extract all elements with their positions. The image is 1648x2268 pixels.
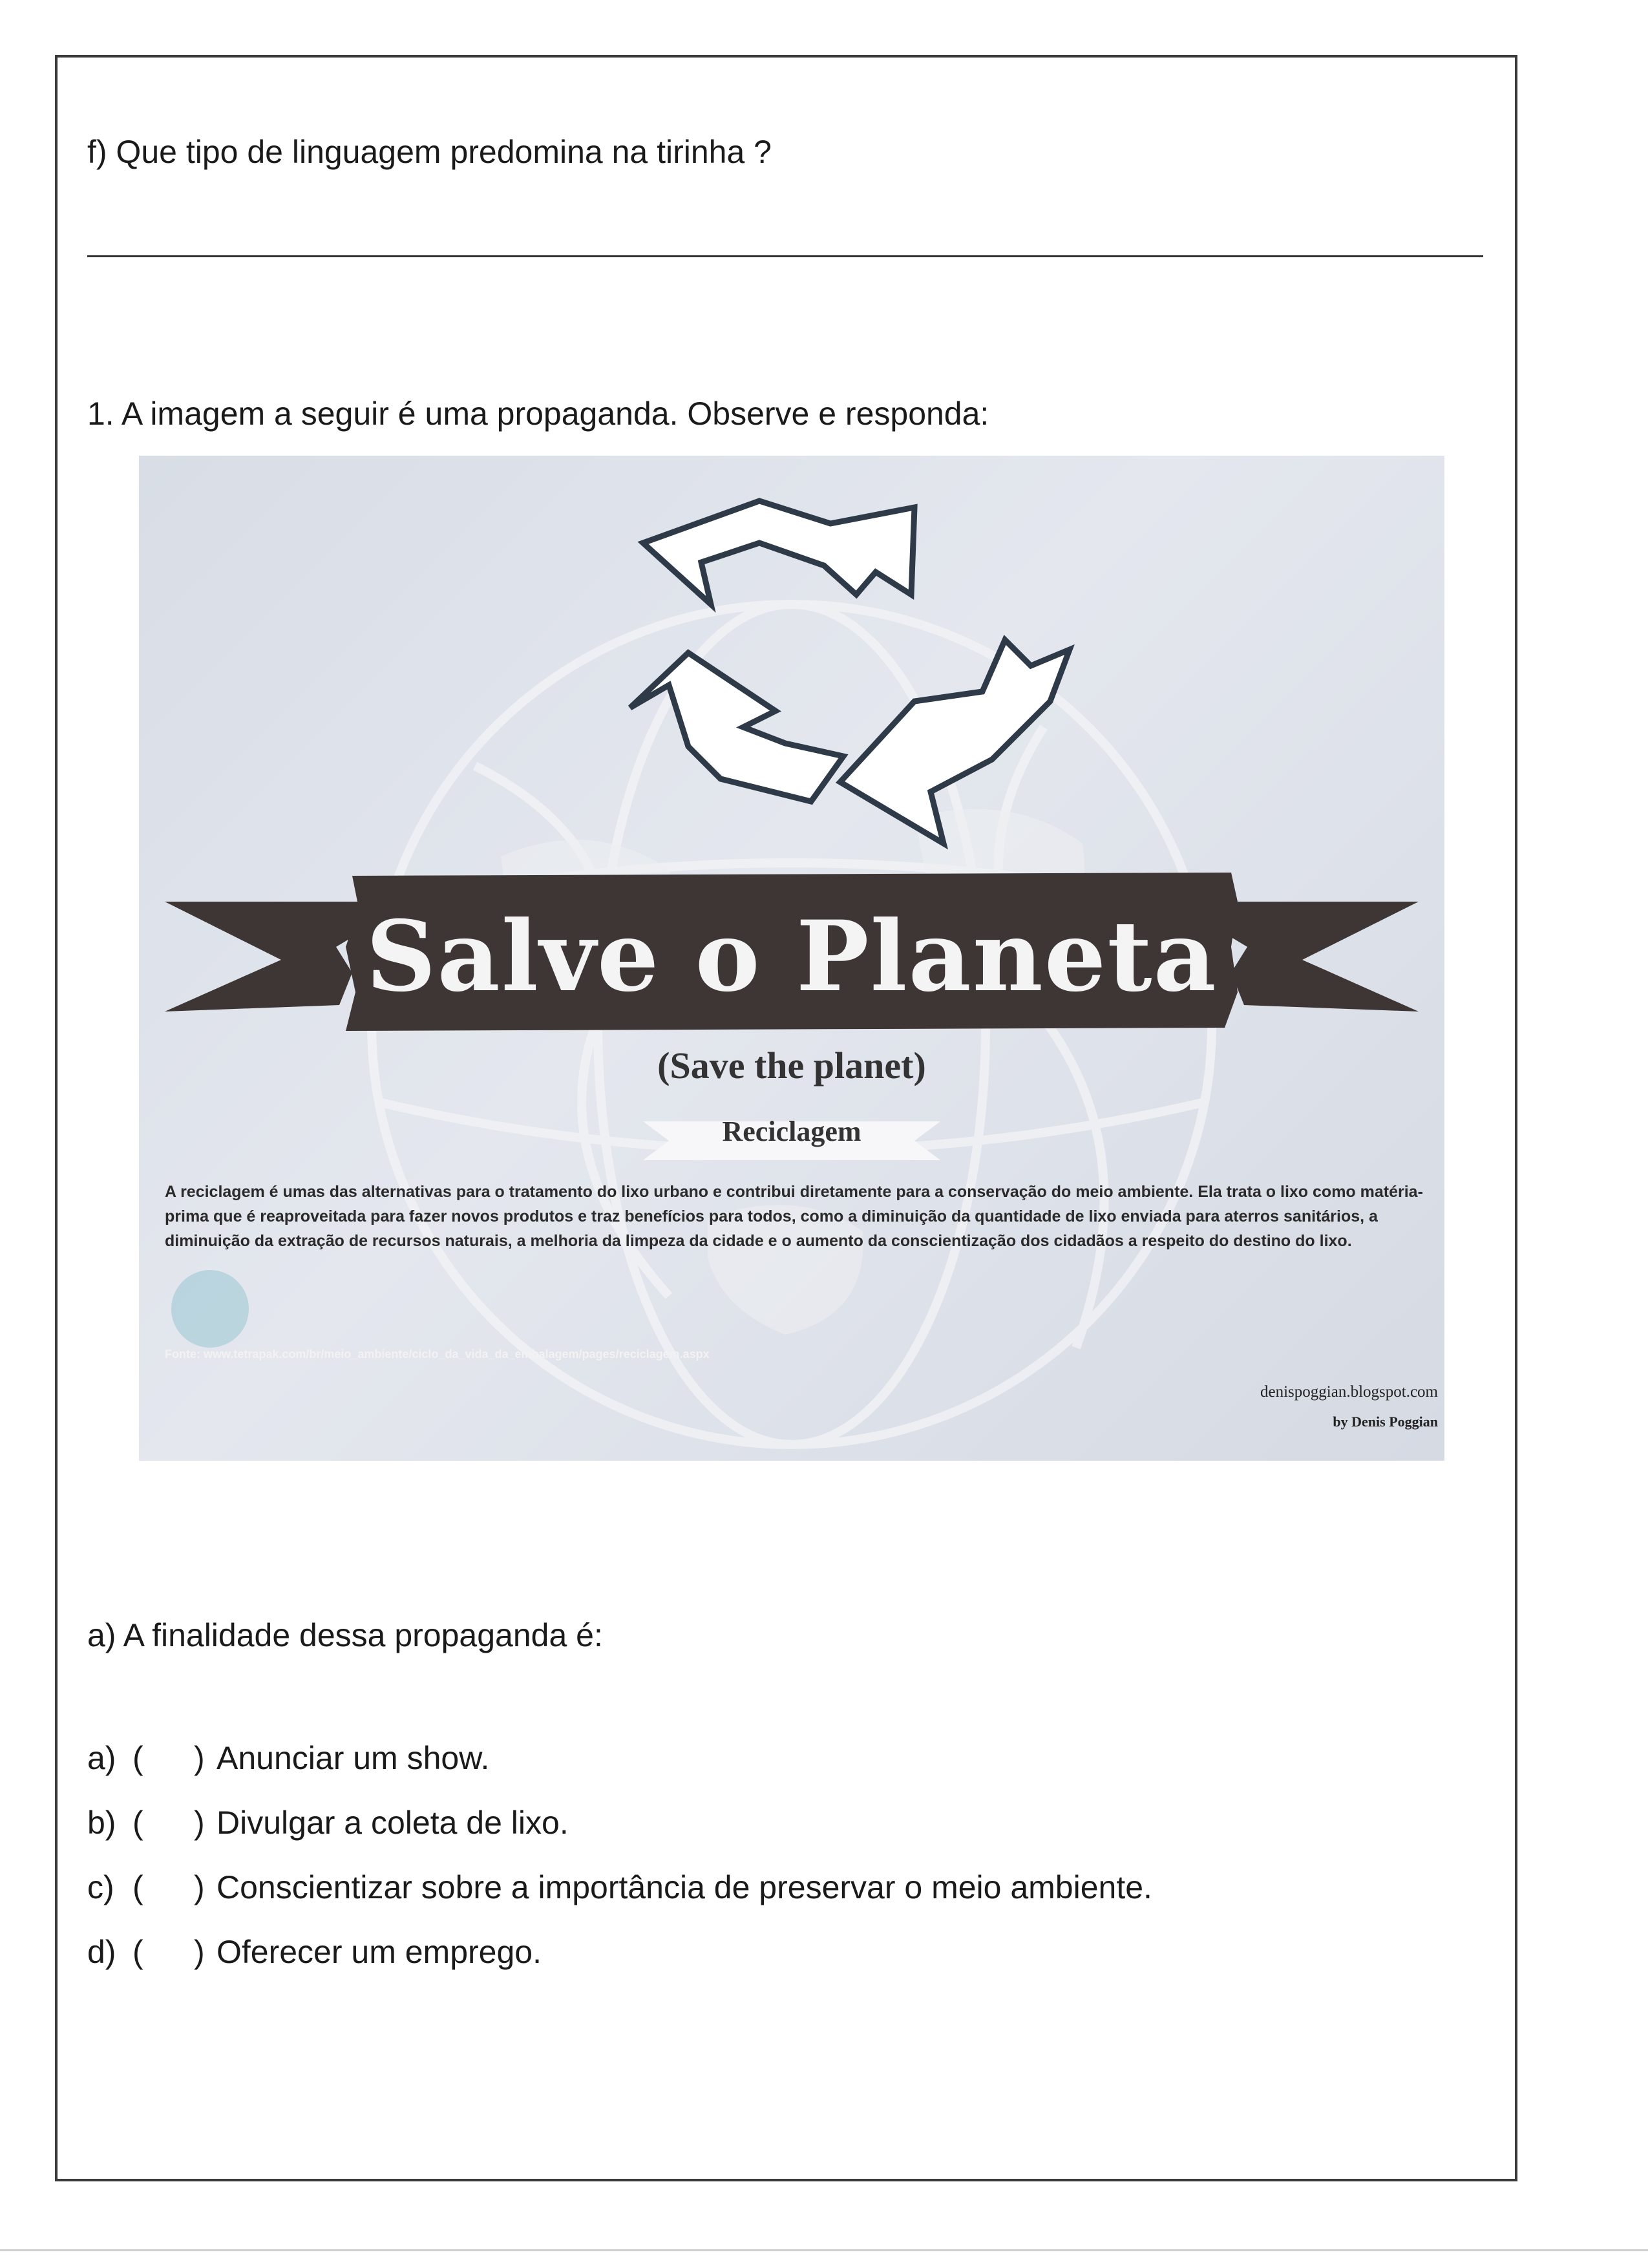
page-edge: [0, 2249, 1648, 2251]
option-letter: a): [87, 1740, 116, 1776]
option-checkbox-close: ): [194, 1934, 205, 1970]
advertisement-image: [139, 456, 1444, 1461]
ad-source: Fonte: www.tetrapak.com/br/meio_ambiente/ciclo_da_vida_da_embalagem/pages/reciclagem.aspx: [165, 1348, 710, 1361]
option-letter: b): [87, 1805, 116, 1841]
ad-tag: Reciclagem: [722, 1116, 861, 1147]
question-f: f) Que tipo de linguagem predomina na tirinha ?: [87, 134, 772, 170]
ad-subtitle: (Save the planet): [657, 1044, 926, 1086]
option-checkbox-close: ): [194, 1805, 205, 1841]
option-letter: c): [87, 1869, 114, 1905]
option-text: Conscientizar sobre a importância de preservar o meio ambiente.: [217, 1869, 1152, 1905]
answer-line[interactable]: [87, 255, 1483, 257]
option-checkbox[interactable]: (: [132, 1740, 143, 1776]
option-text: Divulgar a coleta de lixo.: [217, 1805, 569, 1841]
ad-title: Salve o Planeta: [366, 900, 1218, 1013]
ad-credit-author: by Denis Poggian: [1333, 1414, 1438, 1430]
option-checkbox[interactable]: (: [132, 1934, 143, 1970]
ad-credit-site: denispoggian.blogspot.com: [1260, 1383, 1438, 1401]
ad-body-text: A reciclagem é umas das alternativas para o tratamento do lixo urbano e contribui diretamente para a conservação do meio ambiente. Ela trata o lixo como matéria-prima que é reaproveitada para fazer novos produtos e traz benefícios para todos, como a diminuição da quantidade de lixo enviada para aterros sanitários, a diminuição da extração de recursos naturais, a melhoria da limpeza da cidade e o aumento da conscientização dos cidadãos a respeito do destino do lixo.: [165, 1183, 1423, 1250]
option-checkbox-close: ): [194, 1740, 205, 1776]
stain: [171, 1270, 249, 1348]
question-a: a) A finalidade dessa propaganda é:: [87, 1617, 603, 1653]
option-text: Oferecer um emprego.: [217, 1934, 542, 1970]
question-1: 1. A imagem a seguir é uma propaganda. Observe e responda:: [87, 396, 989, 432]
option-checkbox-close: ): [194, 1869, 205, 1905]
option-checkbox[interactable]: (: [132, 1869, 143, 1905]
recycle-icon: [630, 501, 1070, 843]
option-text: Anunciar um show.: [217, 1740, 490, 1776]
option-checkbox[interactable]: (: [132, 1805, 143, 1841]
option-letter: d): [87, 1934, 116, 1970]
